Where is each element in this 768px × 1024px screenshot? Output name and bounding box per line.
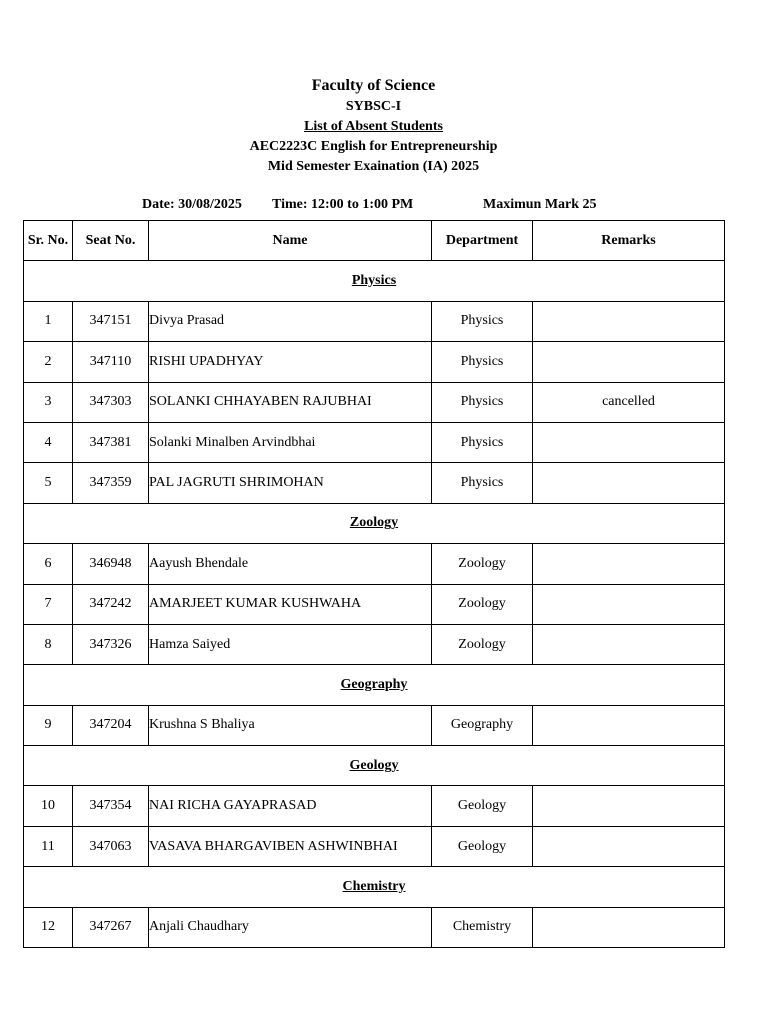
seat-no-cell: 347303 — [73, 382, 149, 422]
header-name: Name — [149, 221, 432, 261]
remarks-cell — [533, 301, 725, 341]
name-cell: Divya Prasad — [149, 301, 432, 341]
sr-no-cell: 9 — [24, 705, 73, 745]
section-row — [24, 503, 725, 543]
remarks-cell — [533, 624, 725, 664]
list-title-line — [23, 117, 724, 137]
remarks-cell — [533, 584, 725, 624]
remarks-cell — [533, 907, 725, 947]
table-row — [24, 584, 725, 624]
department-cell: Geography — [432, 705, 533, 745]
seat-no-cell: 347151 — [73, 301, 149, 341]
max-marks: Maximun Mark 25 — [483, 197, 597, 212]
seat-no-cell: 346948 — [73, 544, 149, 584]
sr-no-cell: 4 — [24, 422, 73, 462]
name-cell: PAL JAGRUTI SHRIMOHAN — [149, 463, 432, 503]
table-row — [24, 422, 725, 462]
table-row — [24, 463, 725, 503]
name-cell: AMARJEET KUMAR KUSHWAHA — [149, 584, 432, 624]
remarks-cell — [533, 826, 725, 866]
sr-no-cell: 2 — [24, 342, 73, 382]
name-cell: Aayush Bhendale — [149, 544, 432, 584]
section-cell — [24, 867, 725, 907]
table-row — [24, 624, 725, 664]
table-header-row — [24, 221, 725, 261]
list-title: List of Absent Students — [304, 119, 443, 134]
department-cell: Zoology — [432, 544, 533, 584]
header-sr-no: Sr. No. — [24, 221, 73, 261]
section-title: Chemistry — [342, 878, 406, 894]
table-row — [24, 301, 725, 341]
section-cell — [24, 503, 725, 543]
name-cell: SOLANKI CHHAYABEN RAJUBHAI — [149, 382, 432, 422]
table-row — [24, 382, 725, 422]
sr-no-cell: 1 — [24, 301, 73, 341]
sr-no-cell: 10 — [24, 786, 73, 826]
sr-no-cell: 6 — [24, 544, 73, 584]
faculty-title: Faculty of Science — [311, 77, 436, 94]
department-cell: Physics — [432, 342, 533, 382]
department-cell: Physics — [432, 463, 533, 503]
remarks-cell — [533, 786, 725, 826]
table-row — [24, 907, 725, 947]
name-cell: NAI RICHA GAYAPRASAD — [149, 786, 432, 826]
seat-no-cell: 347354 — [73, 786, 149, 826]
seat-no-cell: 347267 — [73, 907, 149, 947]
exam-date: Date: 30/08/2025 — [142, 197, 242, 212]
exam-title: Mid Semester Exaination (IA) 2025 — [267, 159, 480, 174]
section-title: Zoology — [349, 515, 399, 531]
section-row — [24, 746, 725, 786]
department-cell: Physics — [432, 301, 533, 341]
seat-no-cell: 347242 — [73, 584, 149, 624]
table-row — [24, 705, 725, 745]
section-row — [24, 261, 725, 301]
name-cell: Solanki Minalben Arvindbhai — [149, 422, 432, 462]
remarks-cell — [533, 463, 725, 503]
exam-time: Time: 12:00 to 1:00 PM — [272, 197, 414, 212]
seat-no-cell: 347110 — [73, 342, 149, 382]
sr-no-cell: 12 — [24, 907, 73, 947]
remarks-cell — [533, 544, 725, 584]
department-cell: Geology — [432, 826, 533, 866]
header-remarks: Remarks — [533, 221, 725, 261]
section-cell — [24, 261, 725, 301]
seat-no-cell: 347359 — [73, 463, 149, 503]
remarks-cell — [533, 705, 725, 745]
name-cell: RISHI UPADHYAY — [149, 342, 432, 382]
department-cell: Physics — [432, 382, 533, 422]
header-department: Department — [432, 221, 533, 261]
section-cell — [24, 665, 725, 705]
sr-no-cell: 5 — [24, 463, 73, 503]
course-title: AEC2223C English for Entrepreneurship — [249, 139, 498, 154]
name-cell: VASAVA BHARGAVIBEN ASHWINBHAI — [149, 826, 432, 866]
sr-no-cell: 11 — [24, 826, 73, 866]
seat-no-cell: 347381 — [73, 422, 149, 462]
section-title: Physics — [351, 273, 397, 289]
section-row — [24, 867, 725, 907]
table-row — [24, 342, 725, 382]
seat-no-cell: 347204 — [73, 705, 149, 745]
department-cell: Chemistry — [432, 907, 533, 947]
seat-no-cell: 347063 — [73, 826, 149, 866]
section-row — [24, 665, 725, 705]
department-cell: Geology — [432, 786, 533, 826]
sr-no-cell: 8 — [24, 624, 73, 664]
section-title: Geography — [340, 676, 408, 692]
department-cell: Physics — [432, 422, 533, 462]
sr-no-cell: 7 — [24, 584, 73, 624]
absent-students-table — [23, 220, 725, 948]
remarks-cell — [533, 342, 725, 382]
seat-no-cell: 347326 — [73, 624, 149, 664]
section-title: Geology — [349, 757, 399, 773]
class-title: SYBSC-I — [345, 99, 402, 114]
remarks-cell: cancelled — [533, 382, 725, 422]
name-cell: Anjali Chaudhary — [149, 907, 432, 947]
sr-no-cell: 3 — [24, 382, 73, 422]
name-cell: Hamza Saiyed — [149, 624, 432, 664]
table-row — [24, 786, 725, 826]
name-cell: Krushna S Bhaliya — [149, 705, 432, 745]
remarks-cell — [533, 422, 725, 462]
department-cell: Zoology — [432, 584, 533, 624]
department-cell: Zoology — [432, 624, 533, 664]
table-row — [24, 544, 725, 584]
section-cell — [24, 746, 725, 786]
header-seat-no: Seat No. — [73, 221, 149, 261]
table-row — [24, 826, 725, 866]
